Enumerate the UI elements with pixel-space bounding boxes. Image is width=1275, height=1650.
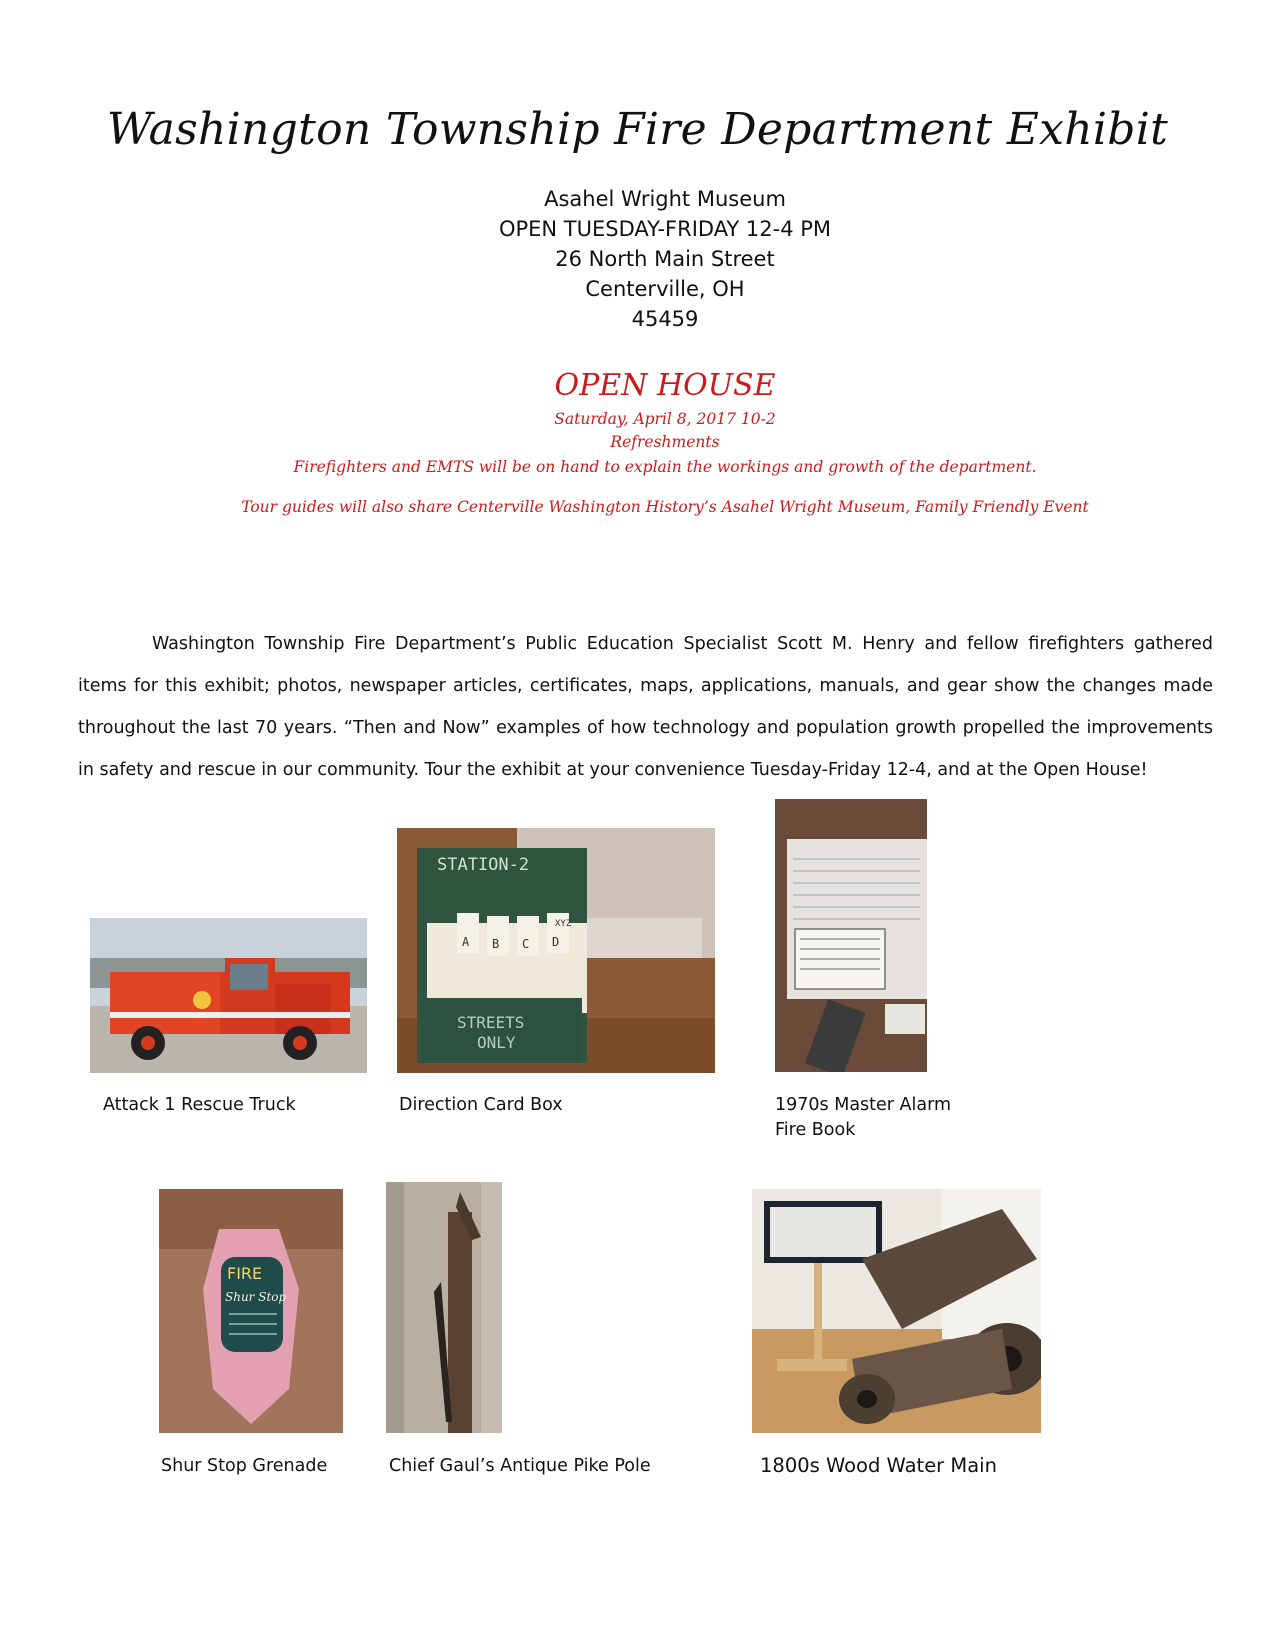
only-label: ONLY	[477, 1033, 516, 1052]
street: 26 North Main Street	[555, 247, 775, 271]
shur-stop-grenade-photo	[159, 1189, 343, 1433]
open-hours: OPEN TUESDAY-FRIDAY 12-4 PM	[498, 217, 832, 241]
page-title: Washington Township Fire Department Exhibit	[106, 104, 1169, 155]
water-main-caption: 1800s Wood Water Main	[760, 1454, 997, 1477]
address-block	[0, 184, 1275, 334]
truck-photo	[90, 918, 367, 1073]
pike-pole-caption: Chief Gaul’s Antique Pike Pole	[389, 1456, 651, 1476]
master-alarm-book-photo	[775, 799, 927, 1072]
zip: 45459	[631, 307, 699, 331]
open-house-title: OPEN HOUSE	[554, 368, 776, 403]
streets-label: STREETS	[457, 1013, 525, 1032]
direction-card-box-photo	[397, 828, 715, 1073]
truck-caption: Attack 1 Rescue Truck	[103, 1095, 296, 1115]
body-paragraph-text: Washington Township Fire Department’s Public Education Specialist Scott M. Henry and fellow firefighters gathered items for this exhibit; photos, newspaper articles, certificates, maps, applications, manuals, and gear show the changes made throughout the last 70 years. “Then and Now” examples of how technology and population growth propelled the improvements in safety and rescue in our community. Tour the exhibit at your convenience Tuesday-Friday 12-4, and at the Open House!	[78, 634, 1213, 780]
tab-c: C	[522, 937, 530, 951]
station-label: STATION-2	[437, 855, 530, 875]
tab-b: B	[492, 937, 500, 951]
open-house-date: Saturday, April 8, 2017 10-2	[554, 410, 776, 428]
grenade-fire-label: FIRE	[227, 1264, 263, 1283]
tab-a: A	[462, 935, 470, 949]
card-box-caption: Direction Card Box	[399, 1095, 563, 1115]
open-house-line-2: Tour guides will also share Centerville Washington History’s Asahel Wright Museum, Family Friendly Event	[241, 498, 1089, 516]
alarm-caption-2: Fire Book	[775, 1120, 856, 1140]
alarm-caption-1: 1970s Master Alarm	[775, 1095, 952, 1115]
tab-d: D	[552, 935, 560, 949]
grenade-shurstop-label: Shur Stop	[225, 1290, 287, 1304]
wood-water-main-photo	[752, 1189, 1041, 1433]
body-paragraph	[78, 623, 1213, 791]
tab-xyz: XYZ	[555, 919, 572, 929]
open-house-line-1: Firefighters and EMTS will be on hand to explain the workings and growth of the department.	[293, 458, 1037, 476]
pike-pole-photo	[386, 1182, 502, 1433]
open-house-refreshments: Refreshments	[610, 433, 720, 451]
museum-name: Asahel Wright Museum	[544, 187, 786, 211]
grenade-caption: Shur Stop Grenade	[161, 1456, 328, 1476]
city-state: Centerville, OH	[585, 277, 745, 301]
